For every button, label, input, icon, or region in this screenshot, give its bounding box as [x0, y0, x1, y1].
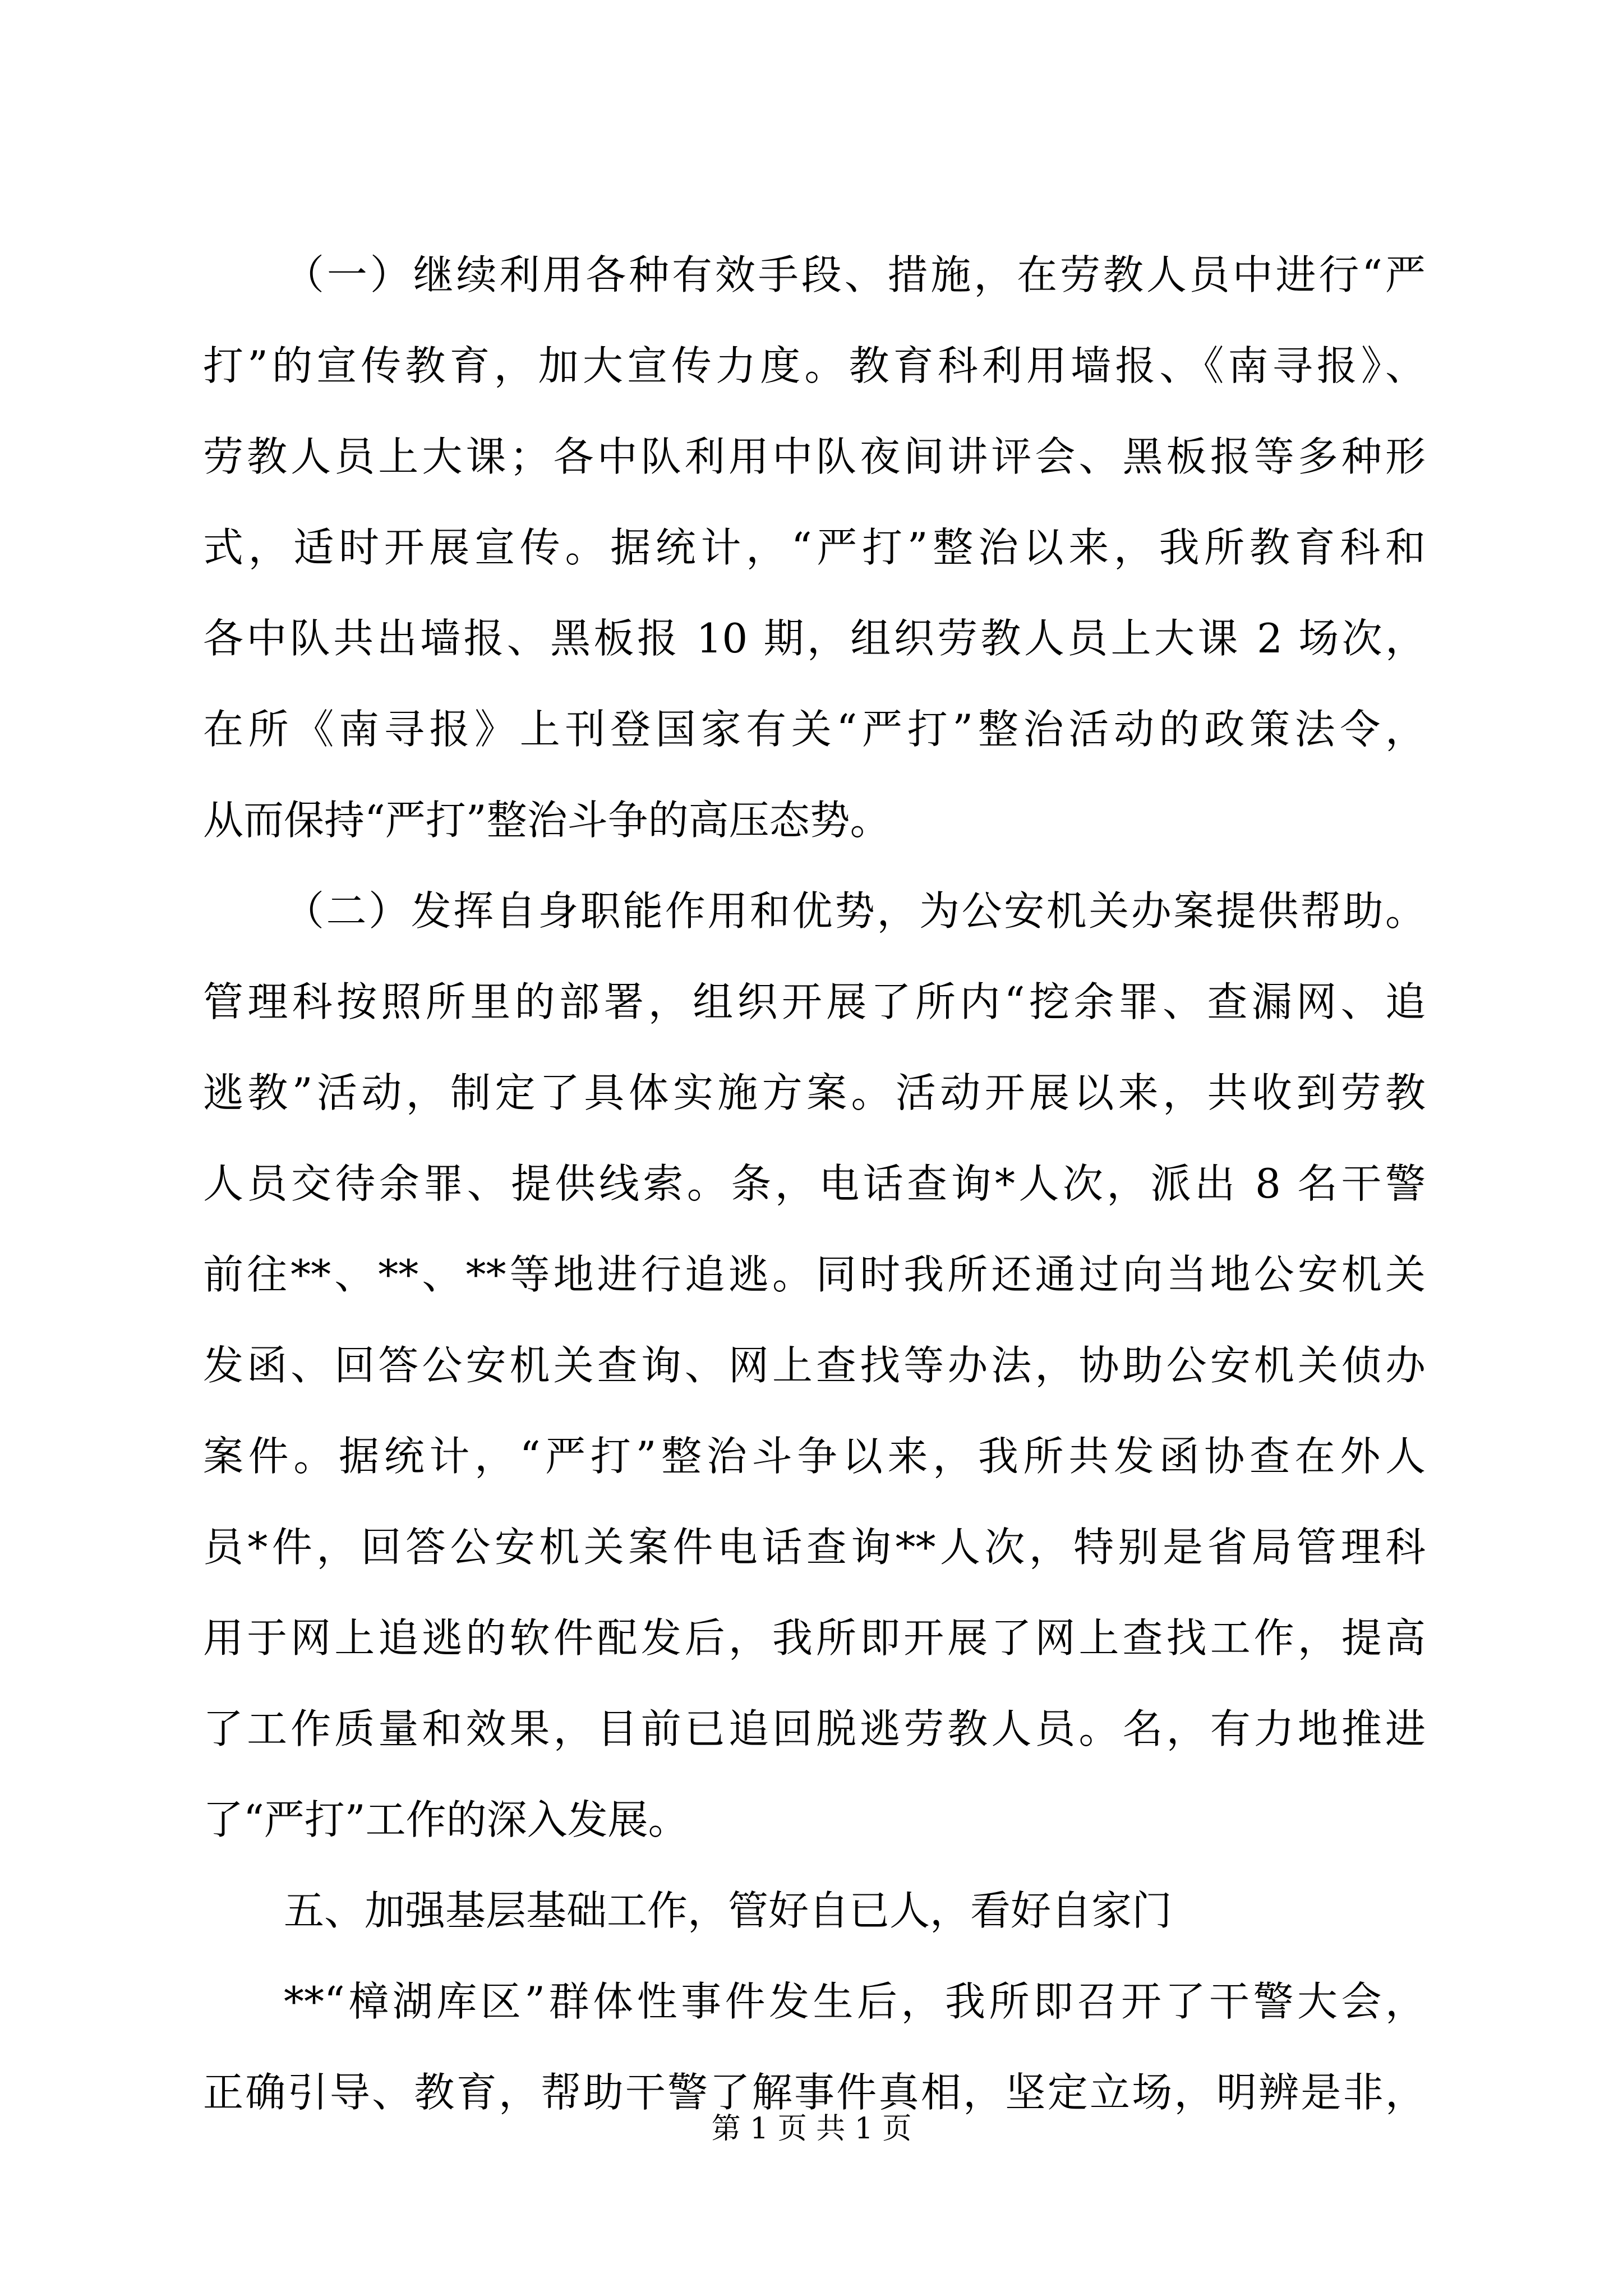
text-line: 前往**、**、**等地进行追逃。同时我所还通过向当地公安机关: [203, 1251, 1426, 1298]
section-heading: 五、加强基层基础工作，管好自已人，看好自家门: [284, 1887, 1173, 1934]
text-line: 从而保持“严打”整治斗争的高压态势。: [203, 797, 891, 844]
document-body: [203, 247, 1426, 2155]
text-line: **“樟湖库区”群体性事件发生后，我所即召开了干警大会，: [284, 1978, 1426, 2025]
text-line: 各中队共出墙报、黑板报 10 期，组织劳教人员上大课 2 场次，: [203, 615, 1426, 662]
text-line: 管理科按照所里的部署，组织开展了所内“挖余罪、查漏网、追: [203, 978, 1426, 1025]
text-line: 劳教人员上大课；各中队利用中队夜间讲评会、黑板报等多种形: [203, 433, 1426, 480]
text-line: 用于网上追逃的软件配发后，我所即开展了网上查找工作，提高: [203, 1614, 1426, 1662]
text-line: 式，适时开展宣传。据统计，“严打”整治以来，我所教育科和: [203, 524, 1426, 571]
text-line: 员*件，回答公安机关案件电话查询**人次，特别是省局管理科: [203, 1524, 1426, 1571]
text-line: 在所《南寻报》上刊登国家有关“严打”整治活动的政策法令，: [203, 706, 1426, 753]
text-line: 人员交待余罪、提供线索。条，电话查询*人次，派出 8 名干警: [203, 1160, 1426, 1207]
text-line: （一）继续利用各种有效手段、措施，在劳教人员中进行“严: [284, 251, 1426, 298]
text-line: 发函、回答公安机关查询、网上查找等办法，协助公安机关侦办: [203, 1342, 1426, 1389]
page-footer: 第 1 页 共 1 页: [711, 2112, 912, 2146]
text-line: 了工作质量和效果，目前已追回脱逃劳教人员。名，有力地推进: [203, 1705, 1426, 1752]
text-line: 了“严打”工作的深入发展。: [203, 1796, 689, 1843]
text-line: 打”的宣传教育，加大宣传力度。教育科利用墙报、《南寻报》、: [203, 342, 1426, 389]
text-line: （二）发挥自身职能作用和优势，为公安机关办案提供帮助。: [284, 887, 1426, 935]
text-line: 案件。据统计，“严打”整治斗争以来，我所共发函协查在外人: [203, 1433, 1426, 1480]
text-line: 逃教”活动，制定了具体实施方案。活动开展以来，共收到劳教: [203, 1069, 1426, 1116]
text-line: 正确引导、教育，帮助干警了解事件真相，坚定立场，明辨是非，: [203, 2069, 1426, 2116]
